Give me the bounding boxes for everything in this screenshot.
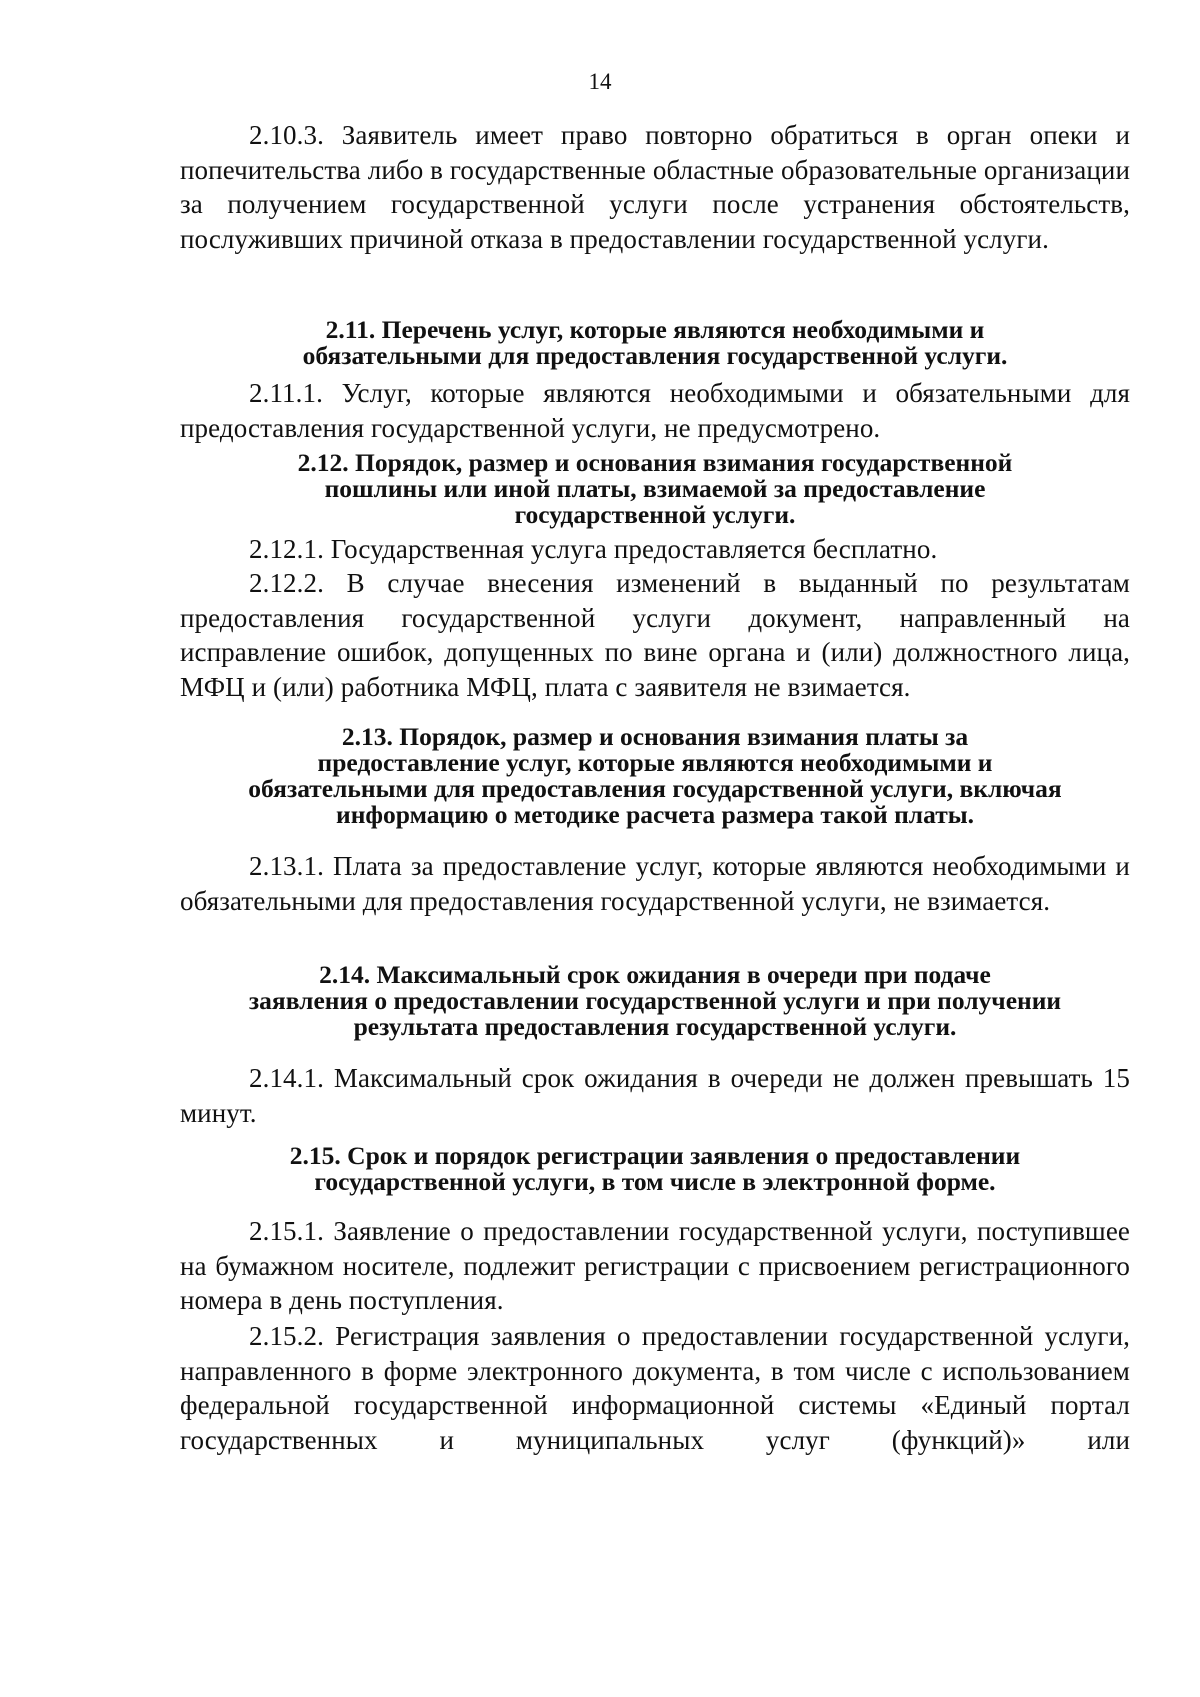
heading-line: обязательными для предоставления государственной услуги. bbox=[302, 341, 1008, 370]
paragraph-2-14-1 bbox=[180, 1061, 1130, 1130]
paragraph-text: 2.10.3. Заявитель имеет право повторно обратиться в орган опеки и попечительства либо в государственные областные образовательные организации за получением государственной услуги после устранения обстоятельств, послуживших причиной отказа в предоставлении государственной услуги. bbox=[180, 120, 1130, 254]
section-heading-2-12 bbox=[180, 450, 1130, 528]
heading-line: информацию о методике расчета размера такой платы. bbox=[336, 800, 974, 829]
heading-line: 2.14. Максимальный срок ожидания в очереди при подаче bbox=[319, 960, 991, 989]
heading-line: 2.15. Срок и порядок регистрации заявления о предоставлении bbox=[289, 1141, 1021, 1170]
heading-line: государственной услуги, в том числе в электронной форме. bbox=[314, 1167, 996, 1196]
paragraph-2-11-1 bbox=[180, 376, 1130, 445]
section-heading-text bbox=[180, 450, 1130, 528]
paragraph-2-13-1 bbox=[180, 849, 1130, 918]
section-heading-text bbox=[180, 1143, 1130, 1195]
paragraph-text: 2.12.2. В случае внесения изменений в выданный по результатам предоставления государственной услуги документ, направленный на исправление ошибок, допущенных по вине органа и (или) должностного лица, МФЦ и (или) работника МФЦ, плата с заявителя не взимается. bbox=[180, 568, 1130, 702]
heading-line: государственной услуги. bbox=[514, 500, 796, 529]
paragraph-text: 2.12.1. Государственная услуга предоставляется бесплатно. bbox=[249, 534, 938, 564]
section-heading-text bbox=[180, 724, 1130, 828]
paragraph-text: 2.15.2. Регистрация заявления о предоставлении государственной услуги, направленного в форме электронного документа, в том числе с использованием федеральной государственной информационной системы «Единый портал государственных и муниципальных услуг (функций)» или bbox=[180, 1321, 1130, 1455]
heading-line: заявления о предоставлении государственной услуги и при получении bbox=[248, 986, 1062, 1015]
paragraph-2-12-1 bbox=[180, 532, 1130, 567]
page-number: 14 bbox=[588, 69, 612, 94]
heading-line: 2.11. Перечень услуг, которые являются необходимыми и bbox=[325, 315, 985, 344]
heading-line: 2.12. Порядок, размер и основания взимания государственной bbox=[297, 448, 1013, 477]
paragraph-2-12-2 bbox=[180, 566, 1130, 704]
paragraph-text: 2.11.1. Услуг, которые являются необходимыми и обязательными для предоставления государственной услуги, не предусмотрено. bbox=[180, 378, 1130, 443]
section-heading-2-15 bbox=[180, 1143, 1130, 1195]
section-heading-2-14 bbox=[180, 962, 1130, 1040]
paragraph-2-15-2 bbox=[180, 1319, 1130, 1457]
heading-line: предоставление услуг, которые являются необходимыми и bbox=[317, 748, 993, 777]
paragraph-2-15-1 bbox=[180, 1214, 1130, 1318]
paragraph-text: 2.13.1. Плата за предоставление услуг, которые являются необходимыми и обязательными для предоставления государственной услуги, не взимается. bbox=[180, 851, 1130, 916]
section-heading-text bbox=[180, 962, 1130, 1040]
section-heading-text bbox=[180, 317, 1130, 369]
heading-line: пошлины или иной платы, взимаемой за предоставление bbox=[324, 474, 986, 503]
heading-line: 2.13. Порядок, размер и основания взимания платы за bbox=[341, 722, 969, 751]
paragraph-text: 2.14.1. Максимальный срок ожидания в очереди не должен превышать 15 минут. bbox=[180, 1063, 1130, 1128]
heading-line: обязательными для предоставления государственной услуги, включая bbox=[248, 774, 1062, 803]
paragraph-2-10-3 bbox=[180, 118, 1130, 256]
heading-line: результата предоставления государственной услуги. bbox=[353, 1012, 957, 1041]
paragraph-text: 2.15.1. Заявление о предоставлении государственной услуги, поступившее на бумажном носителе, подлежит регистрации с присвоением регистрационного номера в день поступления. bbox=[180, 1216, 1130, 1315]
section-heading-2-11 bbox=[180, 317, 1130, 369]
section-heading-2-13 bbox=[180, 724, 1130, 828]
